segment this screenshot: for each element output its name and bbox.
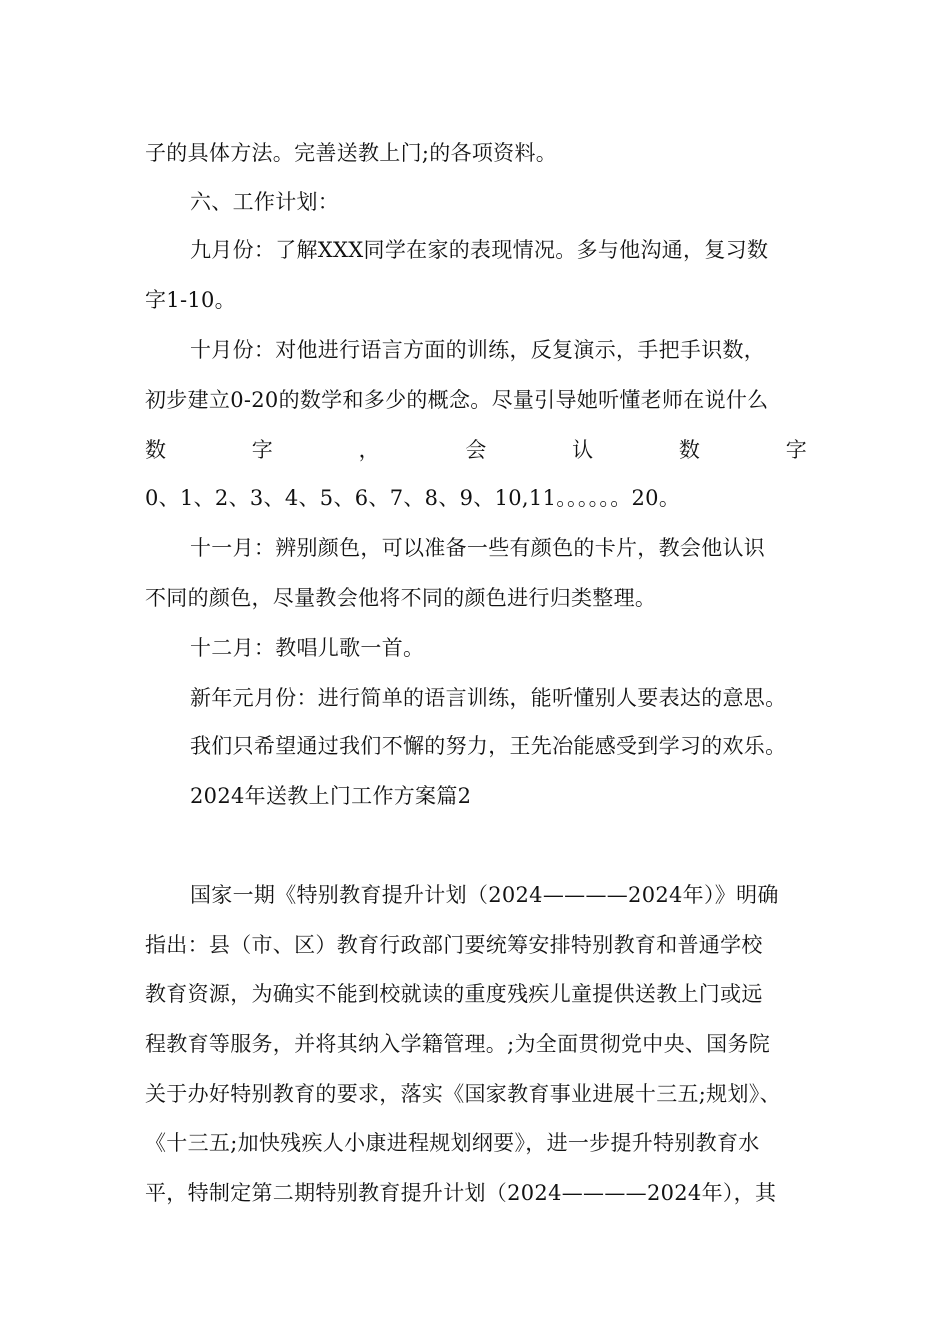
char: 会: [465, 438, 487, 462]
paragraph-line: 不同的颜色，尽量教会他将不同的颜色进行归类整理。: [145, 586, 657, 610]
paragraph-line: 新年元月份：进行简单的语言训练，能听懂别人要表达的意思。: [190, 686, 787, 710]
paragraph-line: 指出：县（市、区）教育行政部门要统筹安排特别教育和普通学校: [145, 933, 763, 957]
paragraph-line: 《十三五;加快残疾人小康进程规划纲要》，进一步提升特别教育水: [145, 1131, 760, 1155]
char: 认: [572, 438, 594, 462]
justified-line: [145, 435, 807, 465]
char: ，: [358, 438, 380, 462]
char: 字: [251, 438, 274, 462]
paragraph-line: 字1-10。: [145, 288, 236, 312]
paragraph-line: 九月份：了解XXX同学在家的表现情况。多与他沟通，复习数: [190, 238, 769, 262]
char: 字: [785, 438, 807, 462]
paragraph-line: 平，特制定第二期特别教育提升计划（2024————2024年），其: [145, 1181, 777, 1205]
paragraph-line: 十二月：教唱儿歌一首。: [190, 636, 425, 660]
paragraph-line: 初步建立0-20的数学和多少的概念。尽量引导她听懂老师在说什么: [145, 388, 769, 412]
char: 数: [678, 438, 701, 462]
paragraph-line: 程教育等服务，并将其纳入学籍管理。;为全面贯彻党中央、国务院: [145, 1032, 771, 1056]
paragraph-line: 国家一期《特别教育提升计划（2024————2024年）》明确: [190, 883, 779, 907]
paragraph-line: 关于办好特别教育的要求，落实《国家教育事业进展十三五;规划》、: [145, 1082, 781, 1106]
section-heading: 六、工作计划：: [190, 190, 340, 214]
paragraph-line: 十一月：辨别颜色，可以准备一些有颜色的卡片，教会他认识: [190, 536, 766, 560]
paragraph-line: 子的具体方法。完善送教上门;的各项资料。: [145, 141, 558, 165]
section-title: 2024年送教上门工作方案篇2: [190, 784, 472, 808]
char: 数: [145, 438, 167, 462]
paragraph-line: 我们只希望通过我们不懈的努力，王先冶能感受到学习的欢乐。: [190, 734, 787, 758]
paragraph-line: 十月份：对他进行语言方面的训练，反复演示，手把手识数，: [190, 338, 766, 362]
paragraph-line: 0、1、2、3、4、5、6、7、8、9、10,11。。。。。。20。: [145, 486, 681, 510]
paragraph-line: 教育资源，为确实不能到校就读的重度残疾儿童提供送教上门或远: [145, 982, 763, 1006]
